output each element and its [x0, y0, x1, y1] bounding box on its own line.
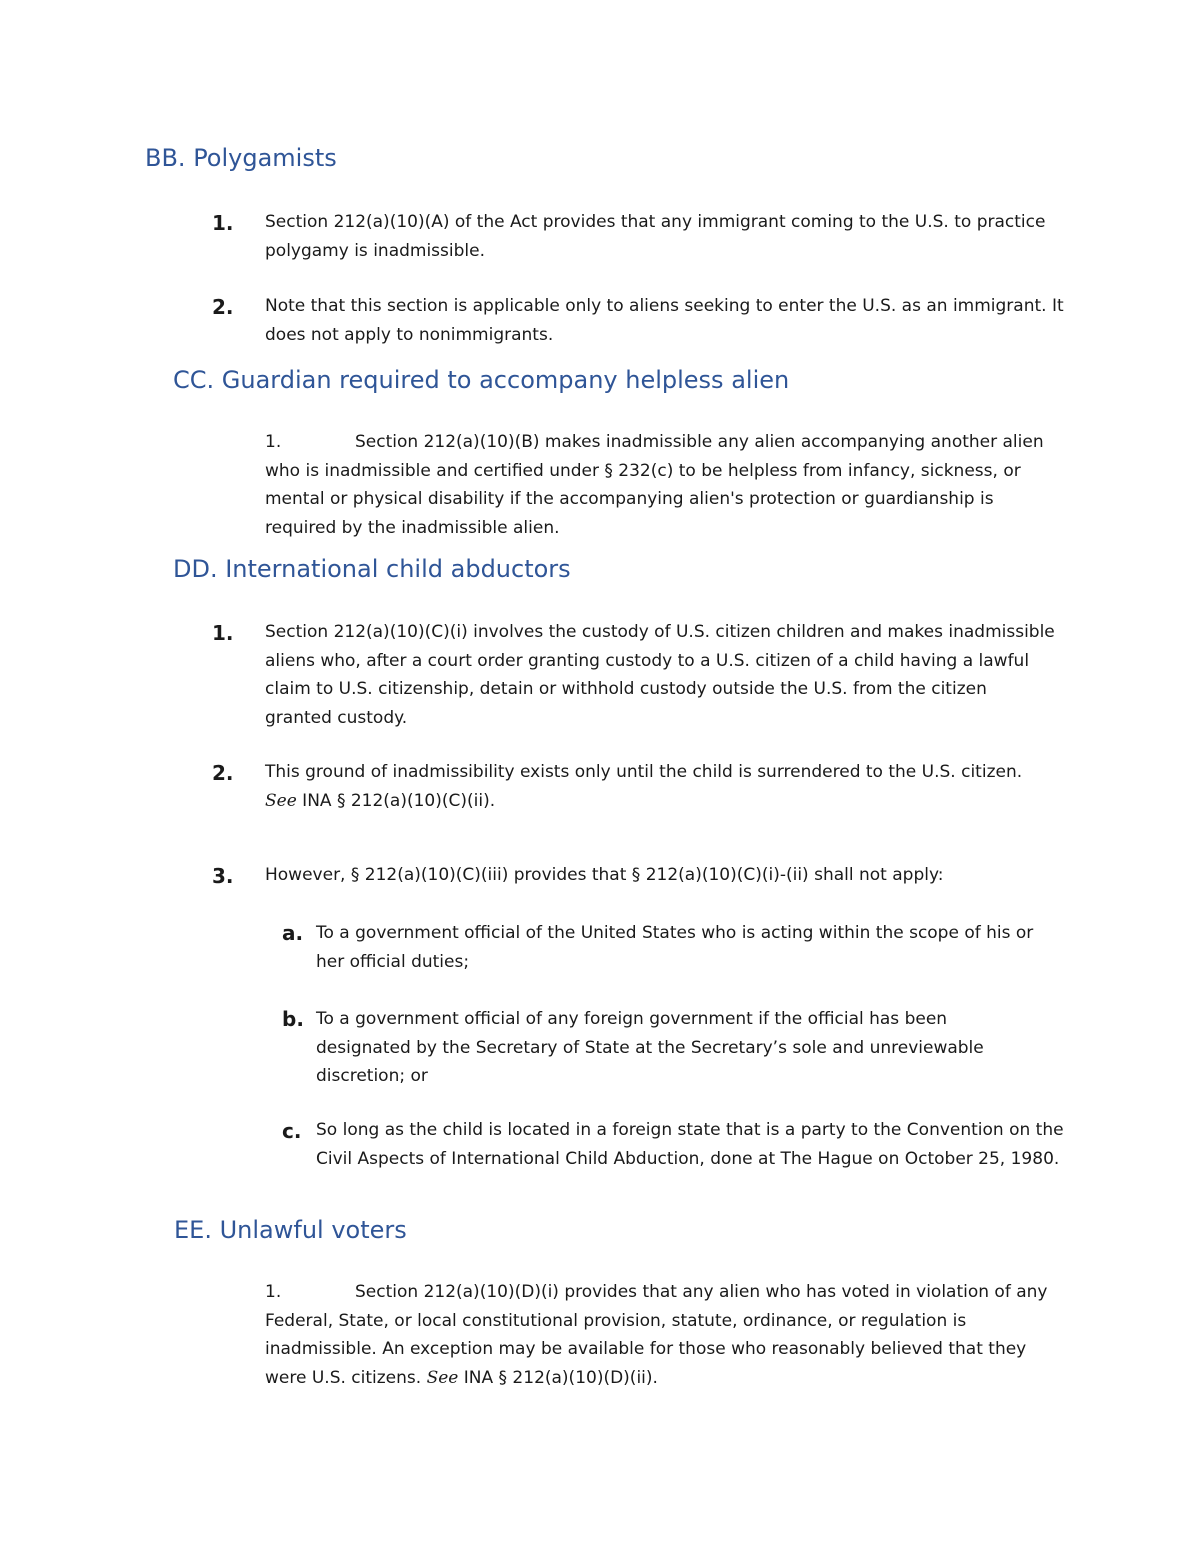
list-item-text: However, § 212(a)(10)(C)(iii) provides that § 212(a)(10)(C)(i)-(ii) shall not apply:: [265, 865, 944, 885]
list-marker: 2.: [212, 761, 234, 785]
section-heading-ee: EE. Unlawful voters: [174, 1216, 407, 1244]
sub-list-item-text: To a government official of any foreign government if the official has been designated by the Secretary of State at the Secretary’s sole and unreviewable discretion; or: [316, 1009, 984, 1086]
list-item-text-before: Section 212(a)(10)(D)(i) provides that any alien who has voted in violation of any Federal, State, or local constitutional provision, statute, ordinance, or regulation is inadmissible. An exception may be available for those who reasonably believed that they were U.S. citizens.: [265, 1282, 1048, 1388]
sub-list-item-text: So long as the child is located in a foreign state that is a party to the Convention on the Civil Aspects of International Child Abduction, done at The Hague on October 25, 1980.: [316, 1120, 1064, 1169]
list-item-text: [265, 758, 1025, 815]
section-heading-bb: BB. Polygamists: [145, 144, 337, 172]
section-heading-dd: DD. International child abductors: [173, 555, 571, 583]
list-item-text: Section 212(a)(10)(A) of the Act provides that any immigrant coming to the U.S. to practice polygamy is inadmissible.: [265, 212, 1046, 261]
list-marker: 1.: [265, 432, 282, 452]
see-signal: See: [265, 790, 297, 811]
sub-list-item-text: To a government official of the United States who is acting within the scope of his or her official duties;: [316, 923, 1034, 972]
sub-list-marker: c.: [282, 1119, 302, 1143]
list-item-text: Section 212(a)(10)(B) makes inadmissible any alien accompanying another alien who is inadmissible and certified under § 232(c) to be helpless from infancy, sickness, or mental or physical disability if the accompanying alien's protection or guardianship is required by the inadmissible alien.: [265, 432, 1044, 538]
list-marker: 1.: [212, 621, 234, 645]
list-item-text-after: INA § 212(a)(10)(C)(ii).: [296, 790, 496, 811]
list-item-text: Note that this section is applicable only to aliens seeking to enter the U.S. as an immigrant. It does not apply to nonimmigrants.: [265, 296, 1064, 345]
list-marker: 1.: [212, 211, 234, 235]
section-heading-cc: CC. Guardian required to accompany helpless alien: [173, 366, 790, 394]
see-signal: See: [426, 1367, 459, 1388]
list-item-text-before: This ground of inadmissibility exists only until the child is surrendered to the U.S. citizen.: [265, 762, 1023, 782]
list-marker: 1.: [265, 1282, 282, 1302]
list-item-text-after: INA § 212(a)(10)(D)(ii).: [458, 1367, 658, 1388]
sub-list-marker: a.: [282, 921, 304, 945]
list-marker: 3.: [212, 864, 234, 888]
list-item-text: [265, 1278, 1065, 1392]
list-item-text: Section 212(a)(10)(C)(i) involves the custody of U.S. citizen children and makes inadmissible aliens who, after a court order granting custody to a U.S. citizen of a child having a lawful claim to U.S. citizenship, detain or withhold custody outside the U.S. from the citizen granted custody.: [265, 622, 1055, 728]
sub-list-marker: b.: [282, 1007, 304, 1031]
list-marker: 2.: [212, 295, 234, 319]
